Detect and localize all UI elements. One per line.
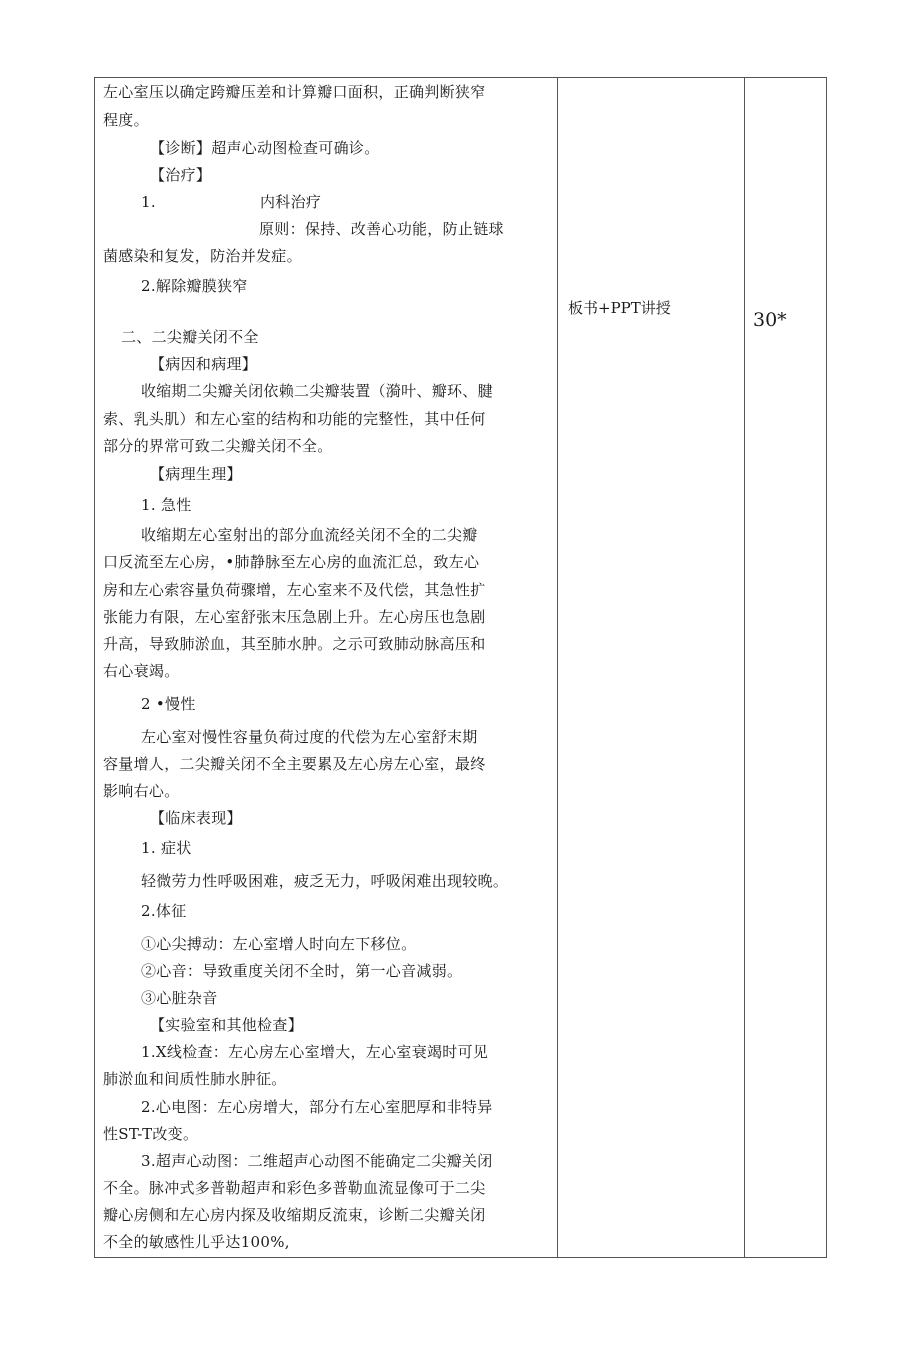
- content-line: 左心室压以确定跨瓣压差和计算瓣口面积，正确判断狭窄: [103, 83, 486, 101]
- content-line: 容量增人，二尖瓣关闭不全主要累及左心房左心室，最终: [103, 755, 486, 773]
- content-line: 1. 症状: [141, 839, 192, 857]
- column-divider-2: [744, 77, 745, 1258]
- content-line: 1.X线检查：左心房左心室增大，左心室衰竭时可见: [141, 1043, 489, 1061]
- content-line: 张能力有限，左心室舒张末压急剧上升。左心房压也急剧: [103, 608, 486, 626]
- content-line: 升高，导致肺淤血，其至肺水肿。之示可致肺动脉高压和: [103, 635, 486, 653]
- content-line: 不全的敏感性儿乎达100%,: [103, 1233, 290, 1251]
- content-line: 1. 急性: [141, 496, 192, 514]
- content-line: 【病因和病理】: [150, 355, 258, 373]
- content-line: 左心室对慢性容量负荷过度的代偿为左心室舒末期: [141, 728, 478, 746]
- content-line: 【实验室和其他检查】: [150, 1016, 304, 1034]
- content-line: 2 •慢性: [141, 695, 196, 713]
- content-line: 2.心电图：左心房增大，部分冇左心室肥厚和非特异: [141, 1098, 493, 1116]
- content-line: 程度。: [103, 111, 149, 129]
- content-line: 影响右心。: [103, 782, 180, 800]
- content-line: 【诊断】超声心动图检查可确诊。: [150, 139, 380, 157]
- content-line: 肺淤血和间质性肺水肿征。: [103, 1070, 287, 1088]
- content-line: 索、乳头肌）和左心室的结构和功能的完整性，其中任何: [103, 410, 486, 428]
- content-line: 口反流至左心房，•肺静脉至左心房的血流汇总，致左心: [103, 553, 480, 571]
- content-line: 内科治疗: [260, 193, 322, 211]
- content-line: 【临床表现】: [150, 809, 242, 827]
- content-line: 房和左心索容量负荷骤增，左心室来不及代偿，其急性扩: [103, 581, 486, 599]
- content-line: 收缩期左心室射出的部分血流经关闭不全的二尖瓣: [141, 526, 478, 544]
- content-line: 二、二尖瓣关闭不全: [121, 328, 259, 346]
- content-line: 右心衰竭。: [103, 662, 180, 680]
- content-line: 瓣心房侧和左心房内探及收缩期反流束，诊断二尖瓣关闭: [103, 1206, 486, 1224]
- time-allocation: 30*: [753, 309, 787, 331]
- content-line: ①心尖搏动：左心室增人时向左下移位。: [141, 935, 417, 953]
- content-line: 部分的界常可致二尖瓣关闭不全。: [103, 437, 333, 455]
- content-line: 不全。脉冲式多普勒超声和彩色多普勒血流显像可于二尖: [103, 1179, 486, 1197]
- content-line: ③心脏杂音: [141, 989, 218, 1007]
- content-line: 原则：保持、改善心功能，防止链球: [259, 220, 504, 238]
- content-line: 2.体征: [141, 902, 187, 920]
- teaching-method: 板书+PPT讲授: [568, 299, 671, 317]
- content-line: 收缩期二尖瓣关闭依赖二尖瓣装置（漪叶、瓣环、腱: [141, 382, 493, 400]
- content-line: 性ST-T改变。: [103, 1125, 199, 1143]
- content-line: ②心音：导致重度关闭不全时，第一心音减弱。: [141, 962, 463, 980]
- content-line: 菌感染和复发，防治并发症。: [103, 247, 302, 265]
- column-divider-1: [557, 77, 558, 1258]
- content-line: 2.解除瓣膜狭窄: [141, 277, 248, 295]
- content-line: 3.超声心动图：二维超声心动图不能确定二尖瓣关闭: [141, 1152, 493, 1170]
- content-line: 【病理生理】: [150, 465, 242, 483]
- content-line: 轻微劳力性呼吸困难，疲乏无力，呼吸闲难出现较晚。: [141, 872, 509, 890]
- content-line: 【治疗】: [150, 166, 212, 184]
- content-line: 1.: [141, 193, 156, 211]
